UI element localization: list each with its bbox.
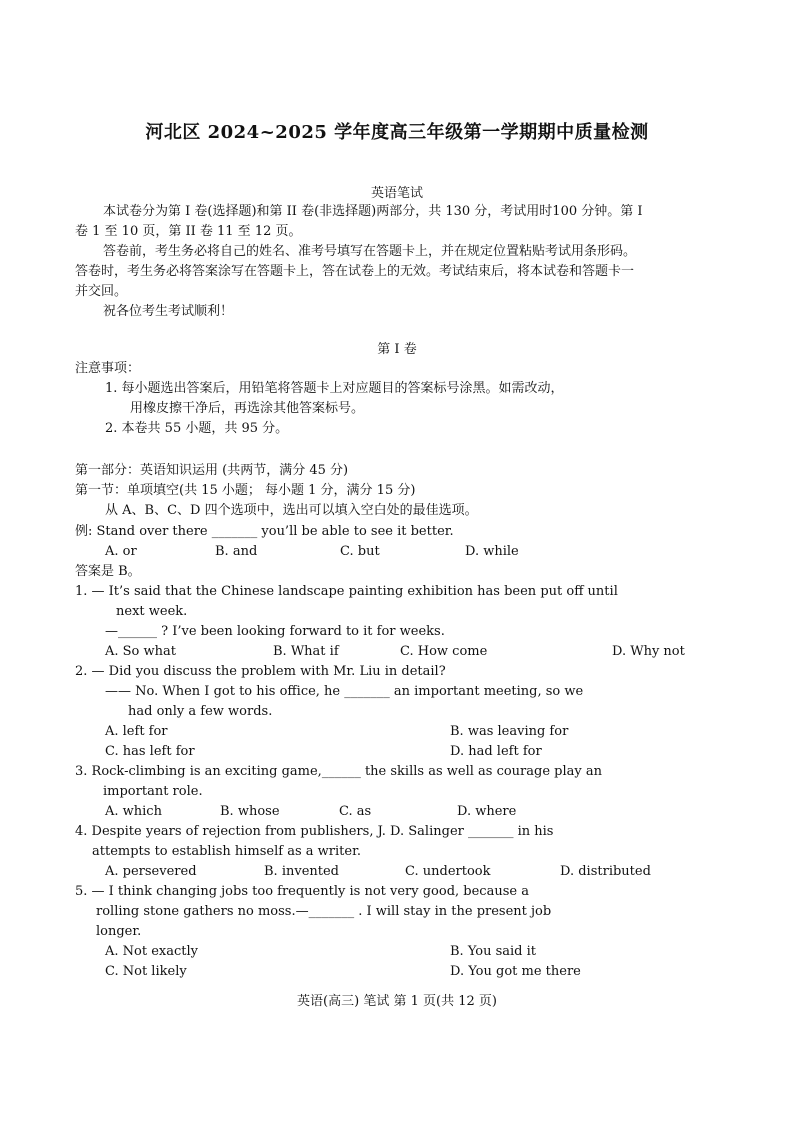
notice-item-1-cont: 用橡皮擦干净后，再选涂其他答案标号。 xyxy=(130,401,365,416)
question-5-line-3: longer. xyxy=(96,924,142,939)
notice-item-2: 2. 本卷共 55 小题，共 95 分。 xyxy=(105,421,289,436)
question-2-option-a[interactable]: A. left for xyxy=(105,724,168,739)
example-option-b: B. and xyxy=(215,544,258,559)
question-5-line-2: rolling stone gathers no moss.—_______ . I will stay in the present job xyxy=(96,904,552,919)
intro-text-3: 祝各位考生考试顺利！ xyxy=(103,304,234,319)
question-1-option-c[interactable]: C. How come xyxy=(400,644,488,659)
question-4-option-a[interactable]: A. persevered xyxy=(105,864,197,879)
question-2-option-b[interactable]: B. was leaving for xyxy=(450,724,569,739)
question-4-line-2: attempts to establish himself as a writer. xyxy=(92,844,362,859)
example-option-a: A. or xyxy=(105,544,137,559)
notice-item-1: 1. 每小题选出答案后，用铅笔将答题卡上对应题目的答案标号涂黑。如需改动， xyxy=(105,381,564,396)
volume-heading: 第 I 卷 xyxy=(377,342,417,357)
question-4-option-d[interactable]: D. distributed xyxy=(560,864,651,879)
page-title: 河北区 2024~2025 学年度高三年级第一学期期中质量检测 xyxy=(145,122,649,143)
section-heading: 第一节：单项填空(共 15 小题； 每小题 1 分，满分 15 分) xyxy=(75,483,416,498)
question-4-line-1: 4. Despite years of rejection from publishers, J. D. Salinger _______ in his xyxy=(75,824,554,839)
question-5-line-1: 5. — I think changing jobs too frequently is not very good, because a xyxy=(75,884,529,899)
intro-text-2: 答卷前，考生务必将自己的姓名、准考号填写在答题卡上，并在规定位置粘贴考试用条形码。答卷时，考生务必将答案涂写在答题卡上，答在试卷上的无效。考试结束后，将本试卷和答题卡一并交回。 xyxy=(75,244,637,299)
question-4-option-c[interactable]: C. undertook xyxy=(405,864,491,879)
example-stem: 例: Stand over there _______ you’ll be able to see it better. xyxy=(75,524,454,539)
question-3-option-a[interactable]: A. which xyxy=(105,804,162,819)
question-3-line-2: important role. xyxy=(103,784,203,799)
question-2-line-3: had only a few words. xyxy=(128,704,273,719)
question-3-option-b[interactable]: B. whose xyxy=(220,804,280,819)
question-1-line-3: —______ ? I’ve been looking forward to it for weeks. xyxy=(105,624,445,639)
intro-paragraph-3 xyxy=(75,302,645,322)
question-2-option-d[interactable]: D. had left for xyxy=(450,744,542,759)
question-3-option-c[interactable]: C. as xyxy=(339,804,372,819)
notice-heading: 注意事项： xyxy=(75,361,141,376)
page-subtitle: 英语笔试 xyxy=(370,186,423,201)
question-2-line-2: —— No. When I got to his office, he _______ an important meeting, so we xyxy=(105,684,584,699)
question-5-option-b[interactable]: B. You said it xyxy=(450,944,537,959)
question-3-line-1: 3. Rock-climbing is an exciting game,______ the skills as well as courage play an xyxy=(75,764,602,779)
example-answer: 答案是 B。 xyxy=(75,564,141,579)
part-heading: 第一部分：英语知识运用 (共两节，满分 45 分) xyxy=(75,463,349,478)
question-1-line-1: 1. — It’s said that the Chinese landscape painting exhibition has been put off until xyxy=(75,584,618,599)
question-1-option-b[interactable]: B. What if xyxy=(273,644,339,659)
question-5-option-d[interactable]: D. You got me there xyxy=(450,964,581,979)
section-instruction: 从 A、B、C、D 四个选项中，选出可以填入空白处的最佳选项。 xyxy=(105,503,478,518)
question-3-option-d[interactable]: D. where xyxy=(457,804,517,819)
intro-text-1: 本试卷分为第 I 卷(选择题)和第 II 卷(非选择题)两部分，共 130 分，考试用时100 分钟。第 I 卷 1 至 10 页，第 II 卷 11 至 12 页。 xyxy=(75,204,643,239)
intro-paragraph-1 xyxy=(75,202,645,242)
question-5-option-a[interactable]: A. Not exactly xyxy=(105,944,198,959)
example-option-d: D. while xyxy=(465,544,519,559)
intro-paragraph-2 xyxy=(75,242,645,302)
question-1-option-a[interactable]: A. So what xyxy=(105,644,176,659)
question-2-option-c[interactable]: C. has left for xyxy=(105,744,195,759)
page-footer: 英语(高三) 笔试 第 1 页(共 12 页) xyxy=(297,994,497,1009)
question-1-option-d[interactable]: D. Why not xyxy=(612,644,685,659)
question-5-option-c[interactable]: C. Not likely xyxy=(105,964,187,979)
question-4-option-b[interactable]: B. invented xyxy=(264,864,339,879)
question-1-line-2: next week. xyxy=(116,604,188,619)
question-2-line-1: 2. — Did you discuss the problem with Mr. Liu in detail? xyxy=(75,664,446,679)
example-option-c: C. but xyxy=(340,544,380,559)
